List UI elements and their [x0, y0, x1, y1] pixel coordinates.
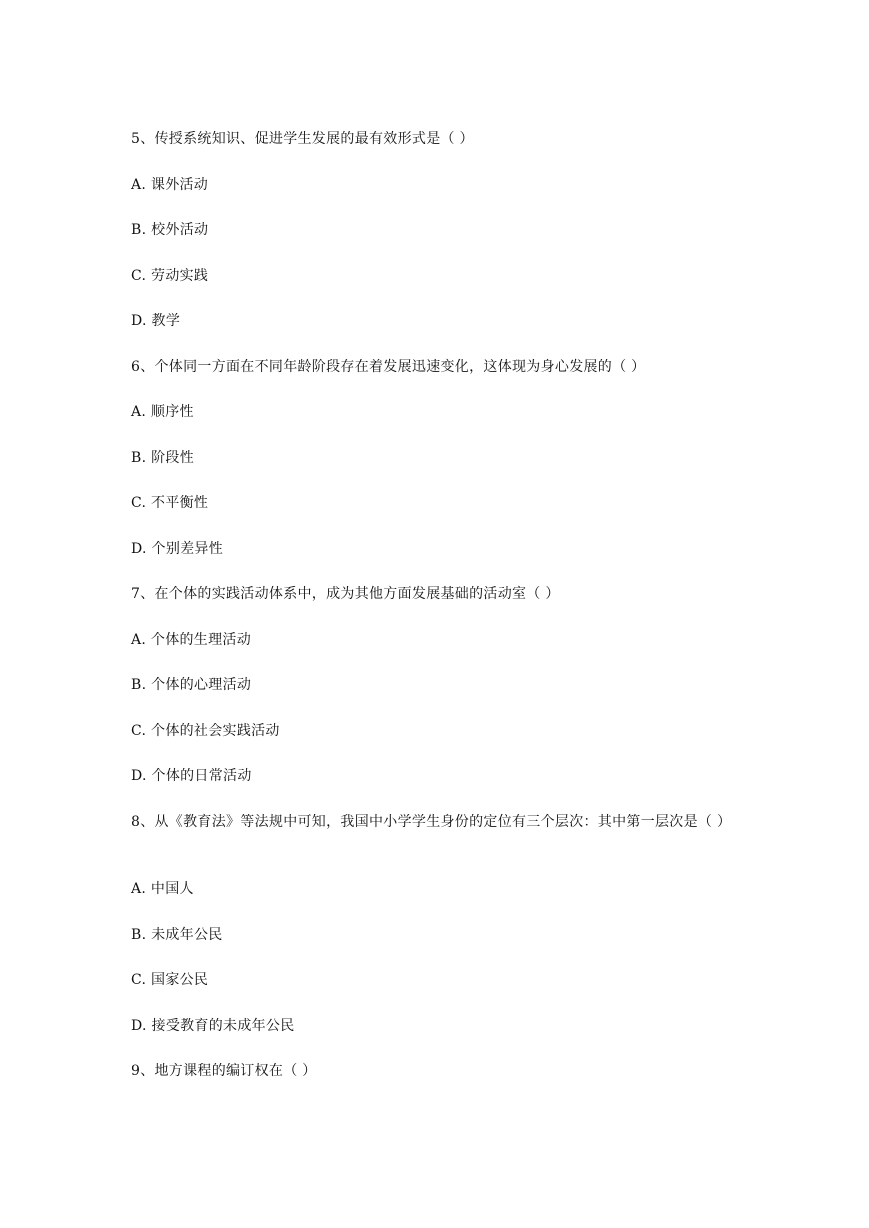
question-6-option-c: C. 不平衡性: [131, 495, 209, 511]
question-8-stem: 8、从《教育法》等法规中可知，我国中小学学生身份的定位有三个层次：其中第一层次是（ ）: [131, 814, 732, 830]
question-8-option-c: C. 国家公民: [131, 972, 209, 988]
question-5-option-c: C. 劳动实践: [131, 268, 209, 284]
question-8-option-d: D. 接受教育的未成年公民: [131, 1018, 295, 1034]
question-6-option-a: A. 顺序性: [131, 404, 194, 420]
question-5-option-b: B. 校外活动: [131, 222, 209, 238]
question-5-stem: 5、传授系统知识、促进学生发展的最有效形式是（ ）: [131, 131, 474, 147]
question-6-stem: 6、个体同一方面在不同年龄阶段存在着发展迅速变化，这体现为身心发展的（ ）: [131, 359, 646, 375]
question-8-option-b: B. 未成年公民: [131, 927, 223, 943]
question-7-stem: 7、在个体的实践活动体系中，成为其他方面发展基础的活动室（ ）: [131, 586, 560, 602]
question-7-option-d: D. 个体的日常活动: [131, 768, 252, 784]
question-7-option-a: A. 个体的生理活动: [131, 632, 252, 648]
question-6-option-d: D. 个别差异性: [131, 541, 224, 557]
question-7-option-c: C. 个体的社会实践活动: [131, 723, 280, 739]
question-5-option-a: A. 课外活动: [131, 177, 209, 193]
question-5-option-d: D. 教学: [131, 313, 181, 329]
question-9-stem: 9、地方课程的编订权在（ ）: [131, 1063, 317, 1079]
question-6-option-b: B. 阶段性: [131, 450, 194, 466]
question-7-option-b: B. 个体的心理活动: [131, 677, 252, 693]
question-8-option-a: A. 中国人: [131, 881, 194, 897]
